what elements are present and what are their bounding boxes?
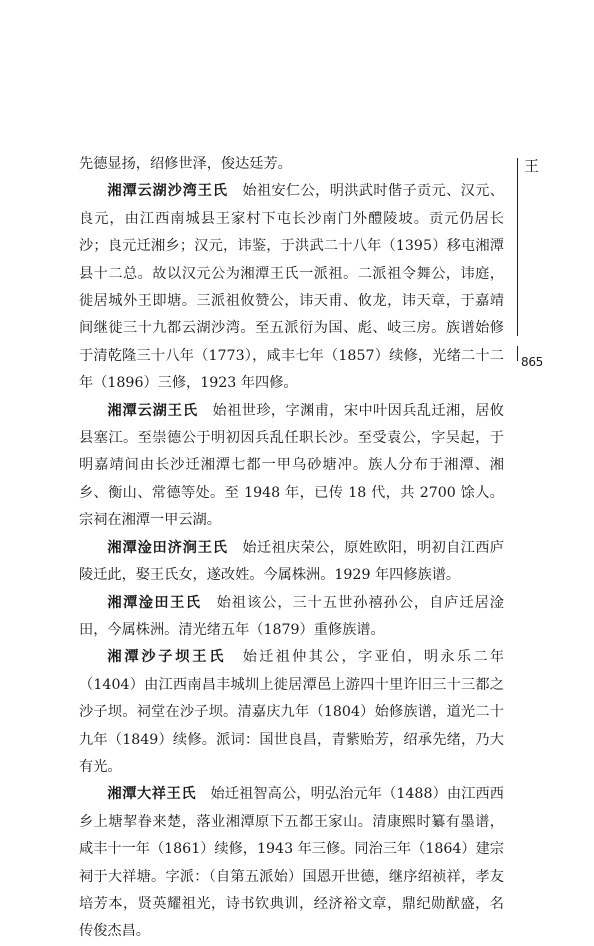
entry-title: 湘潭沙子坝王氏 bbox=[107, 649, 227, 666]
entry-text: 始祖安仁公，明洪武时偕子贡元、汉元、良元，由江西南城县王家村下屯长沙南门外醴陵坡。贡元仍居长沙；良元迁湘乡；汉元，讳鉴，于洪武二十八年（1395）移屯湘潭县十二总。故以汉元公为湘潭王氏一派祖。二派祖令舞公，讳庭，徙居城外王即塘。三派祖攸赞公，讳天甫、攸龙，讳天章，于嘉靖间继徙三十九都云湖沙湾。至五派衍为国、彪、岐三房。族谱始修于清乾隆三十八年（1773），咸丰七年（1857）续修，光绪二十二年（1896）三修，1923 年四修。 bbox=[79, 183, 504, 392]
entry-paragraph bbox=[79, 178, 504, 397]
entry-paragraph bbox=[79, 535, 504, 590]
paragraph-text: 先德显扬，绍修世泽，俊达廷芳。 bbox=[79, 156, 292, 172]
margin-divider-upper bbox=[517, 158, 518, 336]
entry-paragraph bbox=[79, 781, 504, 945]
entry-paragraph bbox=[79, 398, 504, 535]
paragraph-continued bbox=[79, 151, 504, 178]
running-head-surname: 王 bbox=[524, 157, 540, 175]
entry-text: 始迁祖庆荣公，原姓欧阳，明初自江西庐陵迁此，娶王氏女，遂改姓。今属株洲。1929 年四修族谱。 bbox=[79, 539, 504, 584]
entry-title: 湘潭淦田王氏 bbox=[107, 594, 202, 611]
entry-text: 始祖该公，三十五世孙禧孙公，自庐迁居淦田，今属株洲。清光绪五年（1879）重修族谱。 bbox=[79, 594, 504, 638]
entry-title: 湘潭大祥王氏 bbox=[107, 786, 197, 803]
entry-text: 始迁祖智高公，明弘治元年（1488）由江西西乡上塘挈眷来楚，落业湘潭原下五都王家山。清康熙时纂有墨谱，咸丰十一年（1861）续修，1943 年三修。同治三年（1864）建宗祠于大祥塘。字派：（自第五派始）国恩开世德，继序绍祯祥，孝友培芳本，贤英耀祖光，诗书钦典训，经济裕文章，鼎纪勋猷盛，名传俊杰昌。 bbox=[79, 786, 504, 940]
entry-text: 始祖世珍，字渊甫，宋中叶因兵乱迁湘，居攸县塞江。至崇德公于明初因兵乱任职长沙。至受袁公，字吴起，于明嘉靖间由长沙迁湘潭七都一甲乌砂塘冲。族人分布于湘潭、湘乡、衡山、常德等处。至 1948 年，已传 18 代，共 2700 馀人。宗祠在湘潭一甲云湖。 bbox=[79, 402, 504, 529]
entry-paragraph bbox=[79, 644, 504, 781]
entry-title: 湘潭云湖王氏 bbox=[107, 402, 198, 419]
entry-title: 湘潭淦田济涧王氏 bbox=[107, 539, 228, 556]
main-text-column bbox=[79, 151, 504, 946]
entry-text: 始迁祖仲其公，字亚伯，明永乐二年（1404）由江西南昌丰城圳上徙居潭邑上游四十里许旧三十三都之沙子坝。祠堂在沙子坝。清嘉庆九年（1804）始修族谱，道光二十九年（1849）续修。派词：国世良昌，青紫贻芳，绍承先绪，乃大有光。 bbox=[79, 649, 504, 775]
margin-divider-lower bbox=[517, 346, 518, 361]
page-number: 865 bbox=[521, 355, 544, 369]
entry-title: 湘潭云湖沙湾王氏 bbox=[107, 183, 228, 200]
entry-paragraph bbox=[79, 590, 504, 645]
